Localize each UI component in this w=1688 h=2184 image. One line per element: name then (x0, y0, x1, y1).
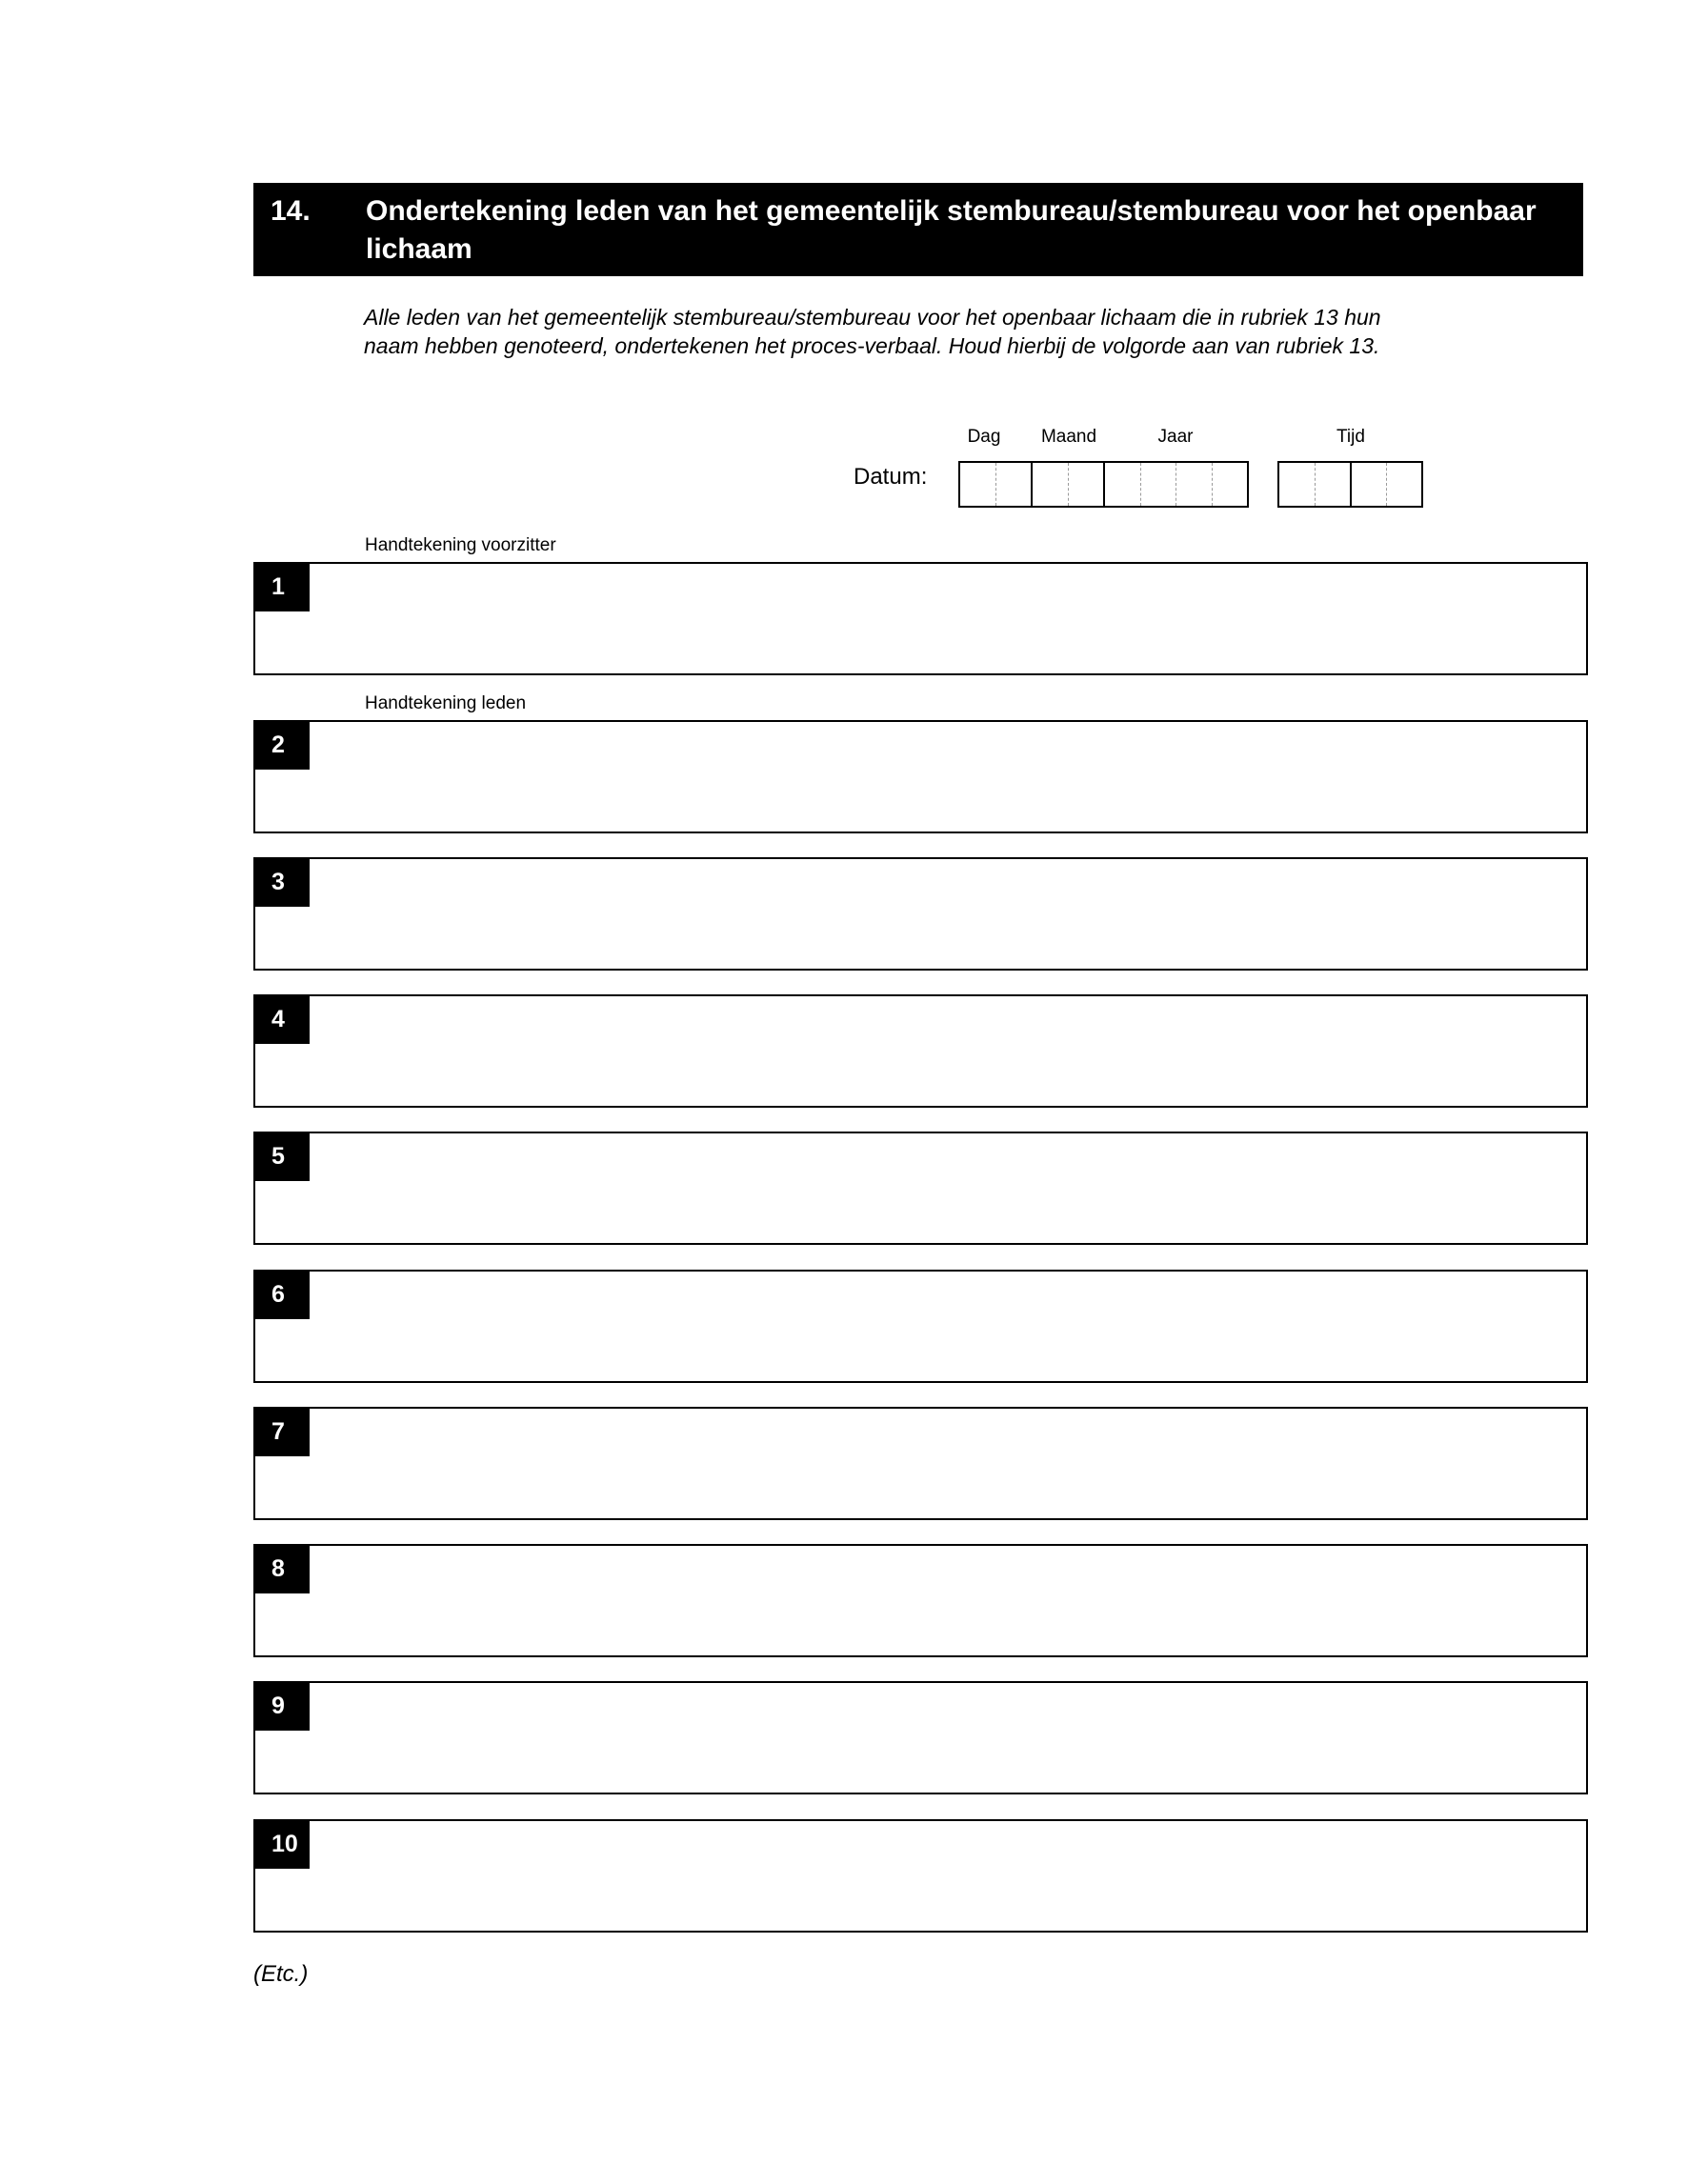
signature-box-chair[interactable] (253, 562, 1588, 675)
hour-digit[interactable] (1279, 463, 1315, 506)
year-digit[interactable] (1105, 463, 1140, 506)
members-signature-label: Handtekening leden (365, 693, 527, 713)
etc-note: (Etc.) (253, 1961, 309, 1987)
year-header: Jaar (1157, 427, 1194, 447)
signature-box-member[interactable] (253, 1270, 1588, 1383)
signature-box-member[interactable] (253, 857, 1588, 971)
minute-field[interactable] (1352, 463, 1421, 506)
day-digit[interactable] (995, 463, 1032, 506)
signature-box-member[interactable] (253, 994, 1588, 1108)
signature-number: 2 (253, 720, 310, 770)
signature-box-member[interactable] (253, 1407, 1588, 1520)
signature-box-member[interactable] (253, 1819, 1588, 1933)
section-header (253, 183, 1583, 276)
instruction-text: Alle leden van het gemeentelijk stembureau/stembureau voor het openbaar lichaam die in rubriek 13 hun naam hebben genoteerd, ondertekenen het proces-verbaal. Houd hierbij de volgorde aan van rubriek 13. (364, 305, 1381, 358)
hour-digit[interactable] (1315, 463, 1351, 506)
signature-number: 3 (253, 857, 310, 907)
signature-number: 9 (253, 1681, 310, 1731)
day-digit[interactable] (960, 463, 995, 506)
signature-box-member[interactable] (253, 720, 1588, 833)
minute-digit[interactable] (1386, 463, 1421, 506)
minute-digit[interactable] (1352, 463, 1386, 506)
year-digit[interactable] (1176, 463, 1212, 506)
time-header: Tijd (1336, 427, 1365, 447)
signature-number: 7 (253, 1407, 310, 1456)
chair-signature-label: Handtekening voorzitter (365, 535, 556, 555)
signature-number: 10 (253, 1819, 310, 1869)
year-digit[interactable] (1212, 463, 1248, 506)
year-digit[interactable] (1140, 463, 1176, 506)
month-header: Maand (1040, 427, 1097, 447)
signature-number: 6 (253, 1270, 310, 1319)
signature-number: 5 (253, 1132, 310, 1181)
signature-box-member[interactable] (253, 1681, 1588, 1794)
section-title: Ondertekening leden van het gemeentelijk stembureau/stembureau voor het openbaar lichaam (366, 195, 1537, 265)
year-field[interactable] (1105, 463, 1247, 506)
day-field[interactable] (960, 463, 1033, 506)
month-digit[interactable] (1068, 463, 1104, 506)
signature-box-member[interactable] (253, 1132, 1588, 1245)
signature-number: 8 (253, 1544, 310, 1593)
signature-box-member[interactable] (253, 1544, 1588, 1657)
hour-field[interactable] (1279, 463, 1352, 506)
signature-number: 4 (253, 994, 310, 1044)
month-field[interactable] (1033, 463, 1105, 506)
month-digit[interactable] (1033, 463, 1068, 506)
time-field[interactable] (1277, 461, 1423, 508)
datum-label: Datum: (854, 464, 928, 490)
section-number: 14. (271, 195, 311, 227)
day-header: Dag (967, 427, 1001, 447)
date-field[interactable] (958, 461, 1249, 508)
signature-number: 1 (253, 562, 310, 611)
